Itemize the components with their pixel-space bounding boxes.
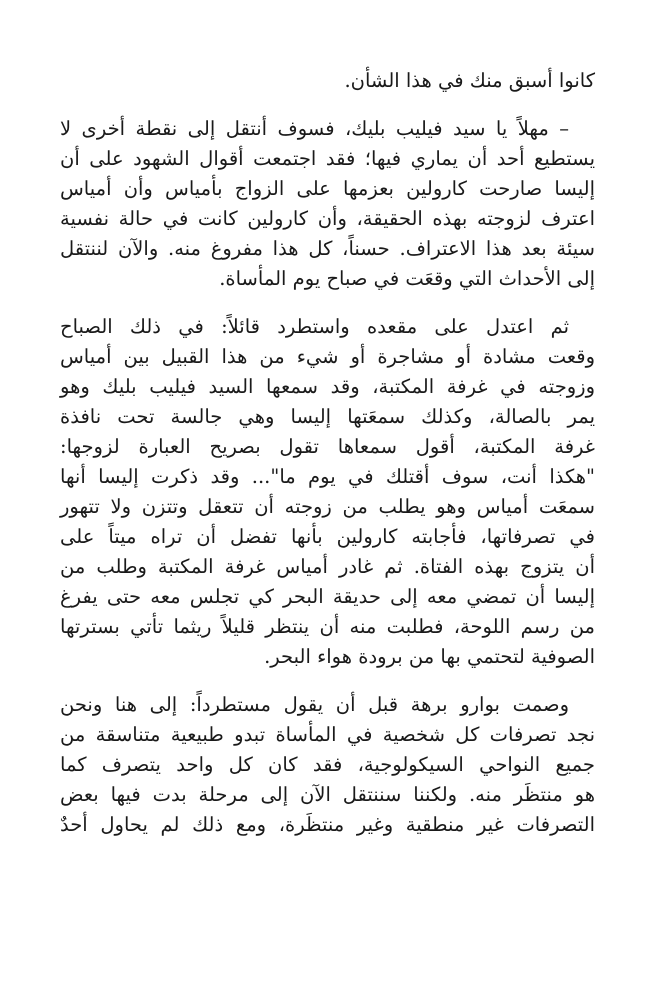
text-line: "هكذا أنت، سوف أقتلك في يوم ما"... وقد ذكرت إليسا أنها — [60, 465, 595, 488]
text-line: من رسم اللوحة، فطلبت منه أن ينتظر قليلاً ريثما تأتي بسترتها — [60, 615, 595, 638]
text-line: وزوجته في غرفة المكتبة، وقد سمعها السيد فيليب بليك وهو — [60, 375, 595, 398]
text-line: جميع النواحي السيكولوجية، فقد كان كل واحد يتصرف كما — [60, 753, 595, 776]
text-line: كانوا أسبق منك في هذا الشأن. — [344, 69, 595, 92]
text-line: يمر بالصالة، وكذلك سمعَتها إليسا وهي جالسة تحت نافذة — [60, 405, 595, 428]
text-line: نجد تصرفات كل شخصية في المأساة تبدو طبيعية متناسقة من — [60, 723, 595, 746]
paragraph-gap — [60, 96, 595, 114]
text-line: إليسا أن تمضي معه إلى حديقة البحر كي تجلس معه حتى يفرغ — [60, 585, 595, 608]
text-line: يستطيع أحد أن يماري فيها؛ فقد اجتمعت أقوال الشهود على أن — [60, 147, 595, 170]
text-line: هو منتظَر منه. ولكننا سننتقل الآن إلى مرحلة بدت فيها بعض — [60, 783, 595, 806]
text-line: في تصرفاتها، فأجابته كارولين بأنها تفضل أن تراه ميتاً على — [60, 525, 595, 548]
text-line: سيئة بعد هذا الاعتراف. حسناً، كل هذا مفروغ منه. والآن لننتقل — [60, 237, 595, 260]
book-page — [60, 66, 595, 840]
text-line: التصرفات غير منطقية وغير منتظَرة، ومع ذلك لم يحاول أحدٌ — [60, 813, 595, 836]
text-line: إليسا صارحت كارولين بعزمها على الزواج بأمياس وأن أمياس — [60, 177, 595, 200]
paragraph-gap — [60, 672, 595, 690]
paragraph-2 — [60, 114, 595, 294]
text-line: سمعَت أمياس وهو يطلب من زوجته أن تتعقل وتتزن ولا تتهور — [60, 495, 595, 518]
text-line: – مهلاً يا سيد فيليب بليك، فسوف أنتقل إلى نقطة أخرى لا — [60, 117, 569, 140]
text-line: أن يتزوج بهذه الفتاة. ثم غادر أمياس غرفة المكتبة وطلب من — [60, 555, 595, 578]
text-line: وقعت مشادة أو مشاجرة أو شيء من هذا القبيل بين أمياس — [60, 345, 595, 368]
text-line: ثم اعتدل على مقعده واستطرد قائلاً: في ذلك الصباح — [60, 315, 569, 338]
paragraph-3 — [60, 312, 595, 672]
text-line: الصوفية لتحتمي بها من برودة هواء البحر. — [264, 645, 595, 668]
paragraph-gap — [60, 294, 595, 312]
text-line: وصمت بوارو برهة قبل أن يقول مستطرداً: إلى هنا ونحن — [60, 693, 569, 716]
paragraph-4 — [60, 690, 595, 840]
text-line: إلى الأحداث التي وقعَت في صباح يوم المأساة. — [219, 267, 595, 290]
text-line: اعترف لزوجته بهذه الحقيقة، وأن كارولين كانت في حالة نفسية — [60, 207, 595, 230]
paragraph-1 — [60, 66, 595, 96]
text-line: غرفة المكتبة، أقول سمعاها تقول بصريح العبارة لزوجها: — [60, 435, 595, 458]
